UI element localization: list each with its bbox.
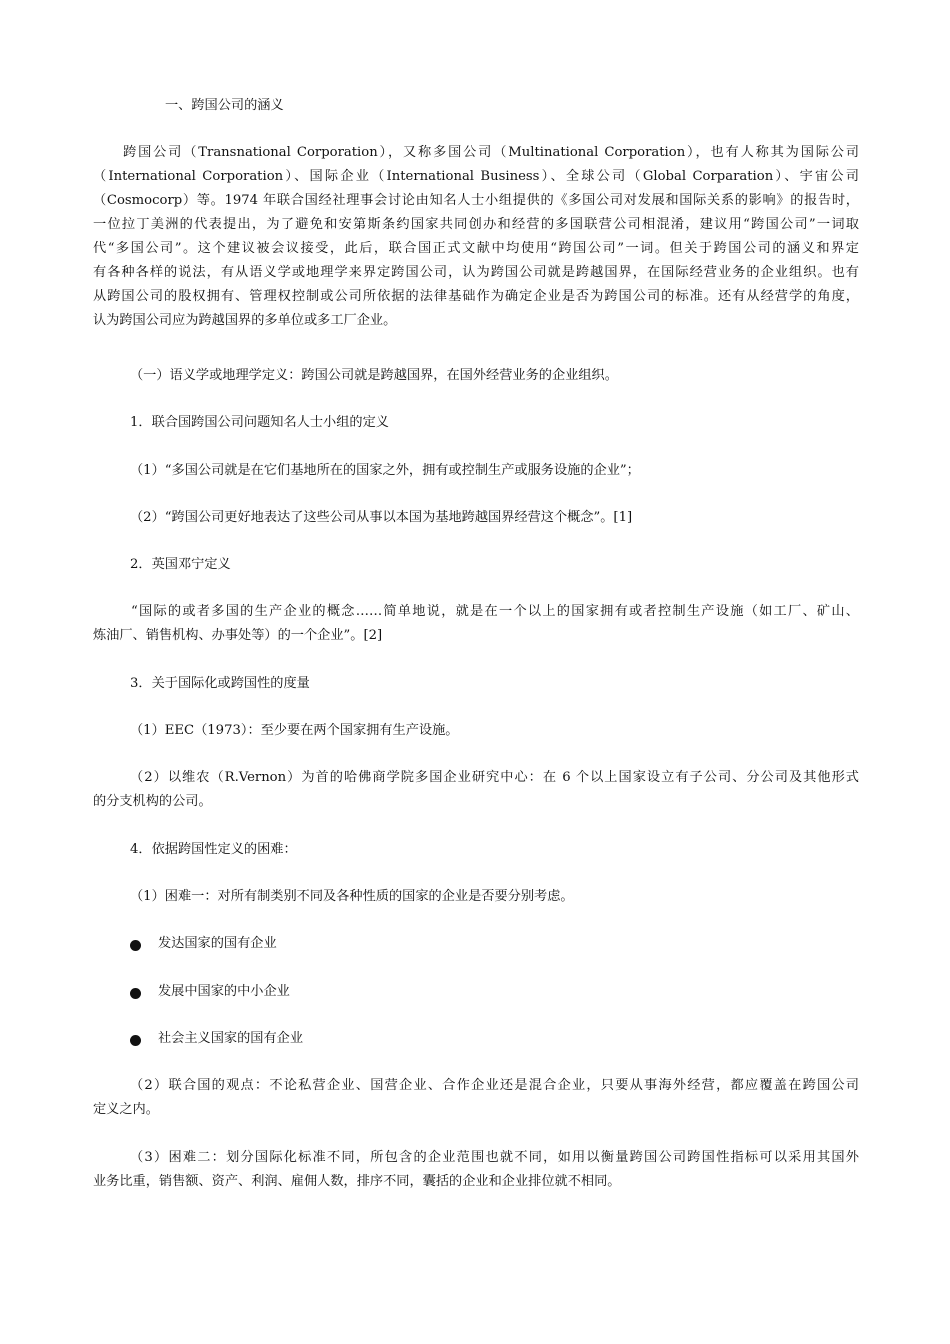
list-item: 2．英国邓宁定义 <box>130 557 231 572</box>
text-line: 代“多国公司”。这个建议被会议接受，此后，联合国正式文献中均使用“跨国公司”一词。但关于跨国公司的涵义和界定 <box>93 241 859 256</box>
text-line: （2）联合国的观点：不论私营企业、国营企业、合作企业还是混合企业，只要从事海外经营，都应覆盖在跨国公司 <box>130 1078 859 1093</box>
subsection-heading: （一）语义学或地理学定义：跨国公司就是跨越国界，在国外经营业务的企业组织。 <box>130 368 618 383</box>
bullet-text: 发展中国家的中小企业 <box>158 984 290 999</box>
text-line: “国际的或者多国的生产企业的概念……简单地说，就是在一个以上的国家拥有或者控制生产设施（如工厂、矿山、 <box>131 604 859 619</box>
bullet-icon <box>130 1035 141 1046</box>
section-heading: 一、跨国公司的涵义 <box>165 98 284 113</box>
text-line: （3）困难二：划分国际化标准不同，所包含的企业范围也就不同，如用以衡量跨国公司跨国性指标可以采用其国外 <box>130 1150 859 1165</box>
bullet-text: 发达国家的国有企业 <box>158 936 277 951</box>
list-paragraph <box>93 1074 859 1122</box>
text-line: 炼油厂、销售机构、办事处等）的一个企业”。[2] <box>93 628 383 643</box>
text-line: 有各种各样的说法，有从语义学或地理学来界定跨国公司，认为跨国公司就是跨越国界，在国际经营业务的企业组织。也有 <box>93 265 859 280</box>
intro-paragraph <box>93 141 859 333</box>
text-line: 一位拉丁美洲的代表提出，为了避免和安第斯条约国家共同创办和经营的多国联营公司相混淆，建议用“跨国公司”一词取 <box>93 217 859 232</box>
list-item: 3．关于国际化或跨国性的度量 <box>130 676 310 691</box>
bullet-text: 社会主义国家的国有企业 <box>158 1031 304 1046</box>
list-item: 1．联合国跨国公司问题知名人士小组的定义 <box>130 415 389 430</box>
text-line: 跨国公司（Transnational Corporation），又称多国公司（Multinational Corporation），也有人称其为国际公司 <box>93 145 859 160</box>
list-paragraph <box>93 766 859 814</box>
quote-paragraph <box>93 600 859 648</box>
text-line: 定义之内。 <box>93 1102 159 1117</box>
text-line: 认为跨国公司应为跨越国界的多单位或多工厂企业。 <box>93 313 397 328</box>
text-line: 的分支机构的公司。 <box>93 794 212 809</box>
list-item: （1）“多国公司就是在它们基地所在的国家之外，拥有或控制生产或服务设施的企业”； <box>130 463 640 478</box>
bullet-icon <box>130 988 141 999</box>
list-item: （2）“跨国公司更好地表达了这些公司从事以本国为基地跨越国界经营这个概念”。[1] <box>130 510 633 525</box>
text-line: 业务比重，销售额、资产、利润、雇佣人数，排序不同，囊括的企业和企业排位就不相同。 <box>93 1174 621 1189</box>
list-item: 4．依据跨国性定义的困难： <box>130 842 297 857</box>
text-line: （2）以维农（R.Vernon）为首的哈佛商学院多国企业研究中心：在 6 个以上国家设立有子公司、分公司及其他形式 <box>130 770 859 785</box>
list-item: （1）困难一：对所有制类别不同及各种性质的国家的企业是否要分别考虑。 <box>130 889 574 904</box>
list-item: （1）EEC（1973）：至少要在两个国家拥有生产设施。 <box>130 723 459 738</box>
text-line: （International Corporation）、国际企业（International Business）、全球公司（Global Corparation）、宇宙公司 <box>93 169 859 184</box>
text-line: 从跨国公司的股权拥有、管理权控制或公司所依据的法律基础作为确定企业是否为跨国公司的标准。还有从经营学的角度， <box>93 289 859 304</box>
bullet-icon <box>130 940 141 951</box>
list-paragraph <box>93 1146 859 1194</box>
text-line: （Cosmocorp）等。1974 年联合国经社理事会讨论由知名人士小组提供的《多国公司对发展和国际关系的影响》的报告时， <box>93 193 859 208</box>
